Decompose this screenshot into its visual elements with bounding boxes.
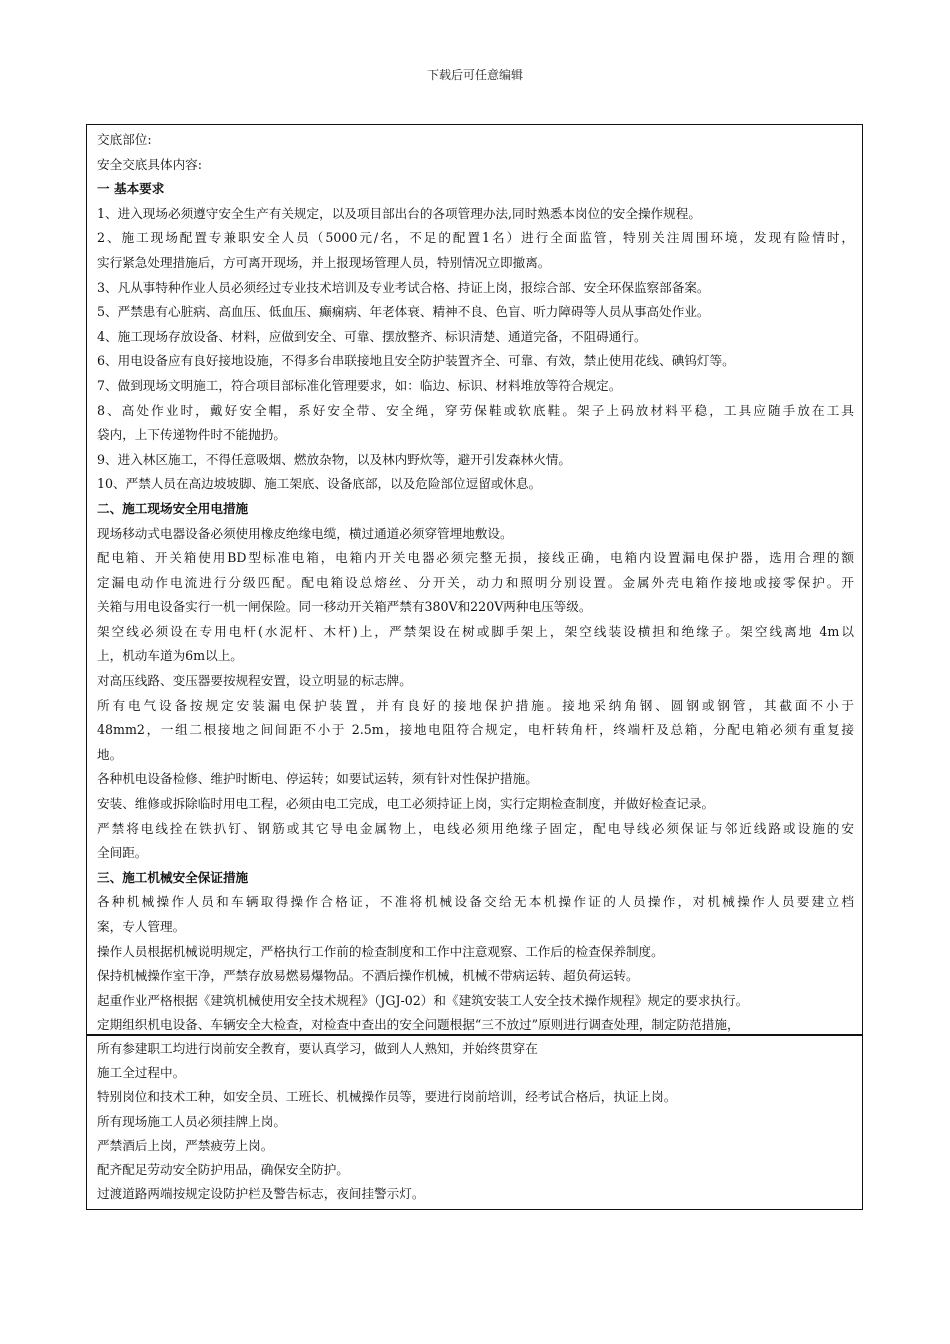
text-line: 袋内，上下传递物件时不能抛扔。: [97, 427, 286, 443]
text-line: 8、高处作业时，戴好安全帽，系好安全带、安全绳，穿劳保鞋或软底鞋。架子上码放材料平稳，工具应随手放在工具: [97, 402, 854, 418]
text-line: 过渡道路两端按规定设防护栏及警告标志，夜间挂警示灯。: [97, 1186, 425, 1202]
text-line: 5、严禁患有心脏病、高血压、低血压、癫痫病、年老体衰、精神不良、色盲、听力障碍等人员从事高处作业。: [97, 304, 710, 320]
text-line: 4、施工现场存放设备、材料，应做到安全、可靠、摆放整齐、标识清楚、通道完备，不阻碍通行。: [97, 328, 647, 344]
text-line: 地。: [97, 746, 123, 762]
text-line: 对高压线路、变压器要按规程安置，设立明显的标志牌。: [97, 673, 412, 689]
safety-education-box: [86, 1034, 863, 1210]
text-line: 起重作业严格根据《建筑机械使用安全技术规程》（JGJ-02）和《建筑安装工人安全技术操作规程》规定的要求执行。: [97, 992, 749, 1008]
text-line: 2、施工现场配置专兼职安全人员（5000元/名，不足的配置1名）进行全面监管，特别关注周围环境，发现有险情时，: [97, 230, 854, 246]
text-line: 10、严禁人员在高边坡坡脚、施工架底、设备底部，以及危险部位逗留或休息。: [97, 476, 542, 492]
text-line: 所有电气设备按规定安装漏电保护装置，并有良好的接地保护措施。接地采纳角钢、圆钢或钢管，其截面不小于: [97, 697, 854, 713]
text-line: 安装、维修或拆除临时用电工程，必须由电工完成，电工必须持证上岗，实行定期检查制度，并做好检查记录。: [97, 796, 715, 812]
text-line: 安全交底具体内容:: [97, 156, 202, 172]
text-line: 7、做到现场文明施工，符合项目部标准化管理要求，如：临边、标识、材料堆放等符合规定。: [97, 377, 622, 393]
text-line: 上，机动车道为6m以上。: [97, 648, 243, 664]
page-header: 下载后可任意编辑: [426, 68, 523, 82]
text-line: 6、用电设备应有良好接地设施，不得多台串联接地且安全防护装置齐全、可靠、有效，禁止使用花线、碘钨灯等。: [97, 353, 735, 369]
text-line: 1、进入现场必须遵守安全生产有关规定，以及项目部出台的各项管理办法,同时熟悉本岗位的安全操作规程。: [97, 205, 701, 221]
text-line: 案，专人管理。: [97, 919, 186, 934]
text-line: 配齐配足劳动安全防护用品，确保安全防护。: [97, 1162, 349, 1178]
text-line: 所有现场施工人员必须挂牌上岗。: [97, 1113, 286, 1129]
text-line: 9、进入林区施工，不得任意吸烟、燃放杂物，以及林内野炊等，避开引发森林火情。: [97, 451, 571, 467]
text-line: 保持机械操作室干净，严禁存放易燃易爆物品。不酒后操作机械，机械不带病运转、超负荷运转。: [97, 968, 639, 984]
safety-briefing-content: [97, 128, 854, 1036]
text-line: 交底部位:: [97, 132, 152, 147]
text-line: 实行紧急处理措施后，方可离开现场，并上报现场管理人员，特别情况立即撤离。: [97, 254, 551, 270]
text-line: 操作人员根据机械说明规定，严格执行工作前的检查制度和工作中注意观察、工作后的检查保养制度。: [97, 943, 664, 959]
text-line: 定期组织机电设备、车辆安全大检查，对检查中查出的安全问题根据“三不放过”原则进行调查处理，制定防范措施，: [97, 1017, 740, 1033]
safety-education-content: [97, 1037, 854, 1206]
section-heading: 一 基本要求: [97, 181, 165, 197]
text-line: 3、凡从事特种作业人员必须经过专业技术培训及专业考试合格、持证上岗，报综合部、安全环保监察部备案。: [97, 279, 710, 295]
text-line: 关箱与用电设备实行一机一闸保险。同一移动开关箱严禁有380V和220V两种电压等级。: [97, 599, 592, 615]
text-line: 严禁将电线拴在铁扒钉、钢筋或其它导电金属物上，电线必须用绝缘子固定，配电导线必须保证与邻近线路或设施的安: [97, 820, 854, 836]
text-line: 所有参建职工均进行岗前安全教育，要认真学习，做到人人熟知，并始终贯穿在: [97, 1041, 538, 1056]
text-line: 严禁酒后上岗，严禁疲劳上岗。: [97, 1137, 274, 1153]
section-heading: 三、施工机械安全保证措施: [97, 869, 249, 885]
text-line: 定漏电动作电流进行分级匹配。配电箱设总熔丝、分开关，动力和照明分别设置。金属外壳电箱作接地或接零保护。开: [97, 574, 854, 590]
section-heading: 二、施工现场安全用电措施: [97, 500, 249, 516]
text-line: 各种机械操作人员和车辆取得操作合格证，不准将机械设备交给无本机操作证的人员操作，对机械操作人员要建立档: [97, 894, 854, 910]
text-line: 各种机电设备检修、维护时断电、停运转；如要试运转，须有针对性保护措施。: [97, 771, 538, 787]
text-line: 特别岗位和技术工种，如安全员、工班长、机械操作员等，要进行岗前培训，经考试合格后，执证上岗。: [97, 1089, 677, 1105]
text-line: 48mm2，一组二根接地之间间距不小于 2.5m，接地电阻符合规定，电杆转角杆，终端杆及总箱，分配电箱必须有重复接: [97, 722, 854, 738]
text-line: 全间距。: [97, 845, 148, 861]
text-line: 现场移动式电器设备必须使用橡皮绝缘电缆，横过通道必须穿管埋地敷设。: [97, 525, 513, 541]
safety-briefing-box: [86, 124, 863, 1036]
text-line: 施工全过程中。: [97, 1065, 186, 1081]
text-line: 配电箱、开关箱使用BD型标准电箱，电箱内开关电器必须完整无损，接线正确，电箱内设置漏电保护器，选用合理的额: [97, 550, 854, 566]
text-line: 架空线必须设在专用电杆(水泥杆、木杆)上，严禁架设在树或脚手架上，架空线装设横担和绝缘子。架空线离地 4m以: [97, 623, 854, 639]
